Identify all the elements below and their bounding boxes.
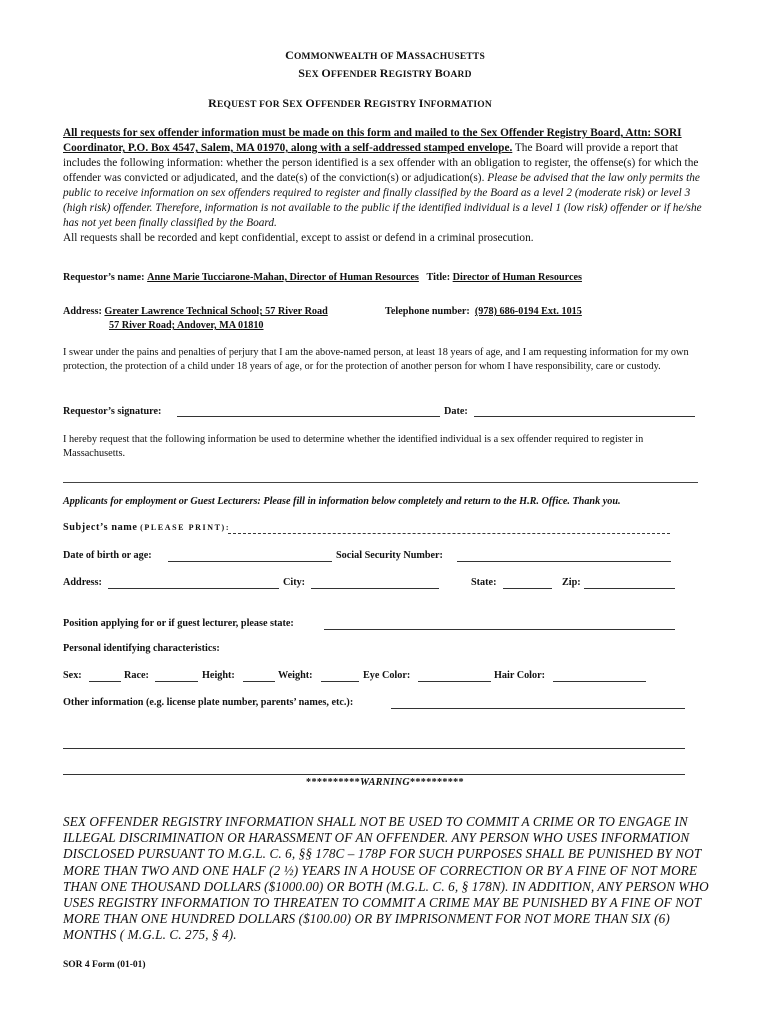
- warning-stars-left: **********: [306, 777, 360, 788]
- state-label: State:: [471, 577, 497, 588]
- eye-color-label: Eye Color:: [363, 670, 411, 681]
- title-letter: O: [305, 96, 315, 110]
- requestor-phone-label: Telephone number:: [385, 306, 470, 317]
- form-title: [0, 96, 700, 111]
- warning-stars-right: **********: [410, 777, 464, 788]
- other-info-label: Other information (e.g. license plate number, parents’ names, etc.):: [63, 697, 354, 708]
- requestor-address-line2[interactable]: 57 River Road; Andover, MA 01810: [109, 320, 264, 331]
- title-text: EQUEST FOR: [216, 100, 283, 110]
- requestor-name-label: Requestor’s name:: [63, 272, 145, 283]
- intro-report-description: The Board will provide a report that includes the following information: whether the person identified is a sex offender with an obligation to register, the offense(s) for which the offender was convicted or adjudicated, and the date(s) of the conviction(s) or adjudication(s).: [63, 142, 699, 184]
- perjury-oath: I swear under the pains and penalties of perjury that I am the above-named person, at least 18 years of age, and I am requesting information for my own protection, the protection of a child under 18 years of age, or for the protection of another person for whom I have responsibility, care or custody.: [63, 347, 689, 372]
- header-text: EGISTRY: [388, 70, 435, 80]
- header-board: [0, 66, 770, 81]
- header-text: ASSACHUSETTS: [407, 52, 485, 62]
- zip-label: Zip:: [562, 577, 581, 588]
- subject-print-label: (PLEASE PRINT):: [140, 523, 231, 532]
- characteristics-label: Personal identifying characteristics:: [63, 643, 220, 654]
- signature-date-line[interactable]: [474, 416, 695, 417]
- header-letter: M: [396, 48, 408, 62]
- other-info-line-3[interactable]: [63, 774, 685, 775]
- hair-color-line[interactable]: [553, 681, 646, 682]
- ssn-line[interactable]: [457, 561, 671, 562]
- requestor-title-value[interactable]: Director of Human Resources: [452, 272, 582, 283]
- ssn-label: Social Security Number:: [336, 550, 443, 561]
- subject-address-line[interactable]: [108, 588, 279, 589]
- hair-color-label: Hair Color:: [494, 670, 546, 681]
- header-letter: B: [434, 66, 443, 80]
- warning-heading: [0, 777, 770, 788]
- requestor-name-row: [63, 272, 582, 283]
- header-text: OMMONWEALTH OF: [293, 52, 397, 62]
- header-commonwealth: [0, 48, 770, 63]
- header-text: FFENDER: [330, 70, 380, 80]
- requestor-phone-row: [385, 306, 582, 317]
- header-letter: S: [298, 66, 306, 80]
- title-text: EX: [289, 100, 306, 110]
- header-text: OARD: [442, 70, 472, 80]
- requestor-address-line1[interactable]: Greater Lawrence Technical School; 57 River Road: [104, 306, 328, 317]
- intro-law-notice: Please be advised that the law only permits the public to receive information on sex offenders required to register and finally classified by the Board as a level 2 (moderate risk) or level 3 (high risk) offender. Therefore, information is not available to the public if the identified individual is a level 1 (low risk) offender or if he/she has not yet been finally classified by the Board.: [63, 172, 702, 229]
- subject-name-label: Subject’s name: [63, 522, 138, 533]
- subject-name-line[interactable]: [228, 533, 670, 534]
- requestor-address-line2-row: [109, 320, 264, 331]
- applicants-note: Applicants for employment or Guest Lecturers: Please fill in information below completely and return to the H.R. Office. Thank you.: [63, 496, 621, 507]
- title-text: EGISTRY: [372, 100, 419, 110]
- signature-label: Requestor’s signature:: [63, 406, 162, 417]
- subject-name-row: [63, 522, 230, 533]
- requestor-phone-value[interactable]: (978) 686-0194 Ext. 1015: [474, 306, 582, 317]
- form-number: SOR 4 Form (01-01): [63, 960, 146, 970]
- city-line[interactable]: [311, 588, 439, 589]
- weight-line[interactable]: [321, 681, 359, 682]
- sex-line[interactable]: [89, 681, 121, 682]
- dob-line[interactable]: [168, 561, 332, 562]
- sex-label: Sex:: [63, 670, 82, 681]
- header-text: EX: [305, 70, 322, 80]
- subject-address-label: Address:: [63, 577, 102, 588]
- other-info-line-1[interactable]: [391, 708, 685, 709]
- position-label: Position applying for or if guest lecturer, please state:: [63, 618, 294, 629]
- requestor-address-row: [63, 306, 328, 317]
- requestor-name-value[interactable]: Anne Marie Tucciarone-Mahan, Director of Human Resources: [147, 272, 419, 283]
- title-text: NFORMATION: [423, 100, 492, 110]
- height-label: Height:: [202, 670, 235, 681]
- title-letter: S: [282, 96, 290, 110]
- signature-date-label: Date:: [444, 406, 468, 417]
- warning-text: SEX OFFENDER REGISTRY INFORMATION SHALL NOT BE USED TO COMMIT A CRIME OR TO ENGAGE IN ILLEGAL DISCRIMINATION OR HARASSMENT OF AN OFFENDER. ANY PERSON WHO USES INFORMATION DISCLOSED PURSUANT TO M.G.L. C. 6, §§ 178C – 178P FOR SUCH PURPOSES SHALL BE PUNISHED BY NOT MORE THAN TWO AND ONE HALF (2 ½) YEARS IN A HOUSE OF CORRECTION OR BY A FINE OF NOT MORE THAN ONE THOUSAND DOLLARS ($1000.00) OR BOTH (M.G.L. C. 6, § 178N). IN ADDITION, ANY PERSON WHO USES REGISTRY INFORMATION TO THREATEN TO COMMIT A CRIME MAY BE PUNISHED BY A FINE OF NOT MORE THAN ONE HUNDRED DOLLARS ($100.00) OR BY IMPRISONMENT FOR NOT MORE THAN SIX (6) MONTHS ( M.G.L. C. 275, § 4).: [63, 814, 709, 943]
- section-divider: [63, 482, 698, 483]
- header-letter: O: [321, 66, 331, 80]
- race-line[interactable]: [155, 681, 198, 682]
- state-line[interactable]: [503, 588, 552, 589]
- height-line[interactable]: [243, 681, 275, 682]
- requestor-title-label: Title:: [426, 272, 451, 283]
- request-statement: I hereby request that the following information be used to determine whether the identified individual is a sex offender required to register in Massachusetts.: [63, 434, 644, 459]
- position-line[interactable]: [324, 629, 675, 630]
- title-letter: R: [208, 96, 217, 110]
- zip-line[interactable]: [584, 588, 675, 589]
- dob-label: Date of birth or age:: [63, 550, 152, 561]
- signature-date-row: [444, 406, 468, 417]
- title-letter: I: [418, 96, 424, 110]
- other-info-line-2[interactable]: [63, 748, 685, 749]
- signature-line[interactable]: [177, 416, 440, 417]
- intro-mailing-instructions: All requests for sex offender information must be made on this form and mailed to the Sex Offender Registry Board, Attn: SORI Coordinator, P.O. Box 4547, Salem, MA 01970, along with a self-addressed stamped envelope.: [63, 127, 682, 154]
- intro-paragraph: [63, 126, 713, 246]
- signature-row: [63, 406, 161, 417]
- requestor-address-label: Address:: [63, 306, 102, 317]
- eye-color-line[interactable]: [418, 681, 491, 682]
- race-label: Race:: [124, 670, 149, 681]
- weight-label: Weight:: [278, 670, 313, 681]
- title-text: FFENDER: [314, 100, 364, 110]
- intro-confidentiality: All requests shall be recorded and kept confidential, except to assist or defend in a criminal prosecution.: [63, 232, 534, 244]
- warning-word: WARNING: [359, 777, 411, 788]
- header-letter: C: [285, 48, 294, 62]
- city-label: City:: [283, 577, 306, 588]
- header-letter: R: [379, 66, 389, 80]
- title-letter: R: [363, 96, 373, 110]
